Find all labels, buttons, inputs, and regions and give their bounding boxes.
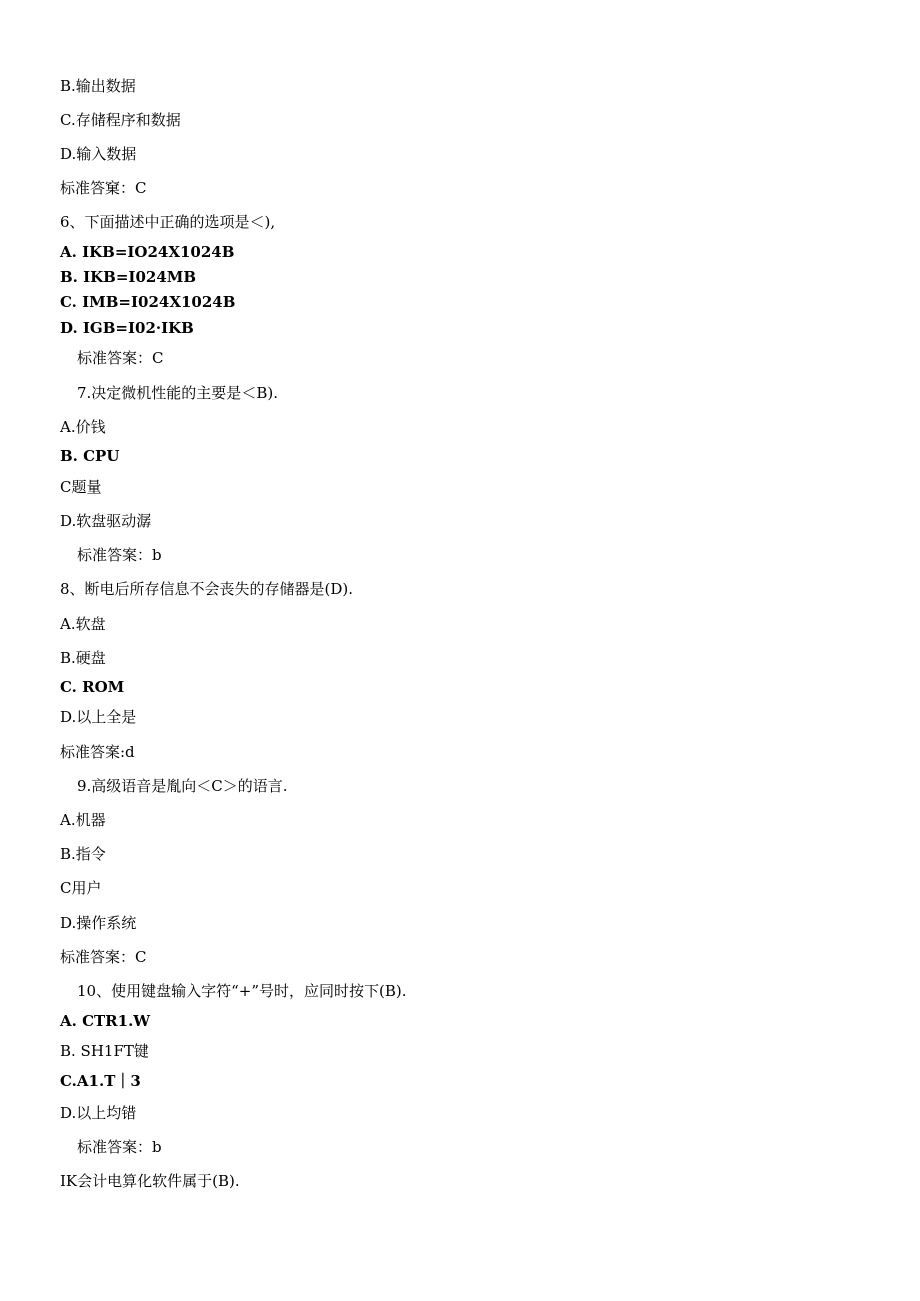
question-10-option-a: A. CTR1.W [60, 1012, 151, 1030]
question-10-option-b: B. SH1FT键 [60, 1042, 149, 1060]
question-7-option-c: C题量 [60, 478, 102, 496]
question-9-option-c: C用户 [60, 879, 102, 897]
answer-6: 标准答案：C [77, 349, 164, 367]
question-7-option-d: D.软盘驱动潺 [60, 512, 152, 530]
question-6-option-c: C. IMB=I024X1024B [60, 293, 236, 311]
question-9-option-d: D.操作系统 [60, 914, 137, 932]
question-7: 7.决定微机性能的主要是＜B). [77, 384, 278, 402]
answer-8: 标准答案:d [60, 743, 135, 761]
question-11: IK会计电算化软件属于(B). [60, 1172, 240, 1190]
question-9-option-a: A.机器 [60, 811, 106, 829]
question-6: 6、下面描述中正确的选项是＜), [60, 213, 276, 231]
answer-7: 标准答案：b [77, 546, 162, 564]
question-9: 9.高级语音是胤向＜C＞的语言. [77, 777, 288, 795]
question-8-option-d: D.以上全是 [60, 708, 137, 726]
option-b-output-data: B.输出数据 [60, 77, 136, 95]
answer-5: 标准答窠：C [60, 179, 147, 197]
question-9-option-b: B.指令 [60, 845, 106, 863]
question-10-option-c: C.A1.T｜3 [60, 1072, 141, 1090]
answer-9: 标准答案：C [60, 948, 147, 966]
question-6-option-b: B. IKB=I024MB [60, 268, 197, 286]
question-8: 8、断电后所存信息不会丧失的存储器是(D). [60, 580, 354, 598]
question-7-option-a: A.价钱 [60, 418, 106, 436]
option-d-input-data: D.输入数据 [60, 145, 137, 163]
question-7-option-b: B. CPU [60, 447, 120, 465]
question-10: 10、使用键盘输入字符“+”号时，应同时按下(B). [77, 982, 407, 1000]
question-6-option-d: D. IGB=I02·IKB [60, 319, 194, 337]
question-8-option-c: C. ROM [60, 678, 125, 696]
question-8-option-a: A.软盘 [60, 615, 106, 633]
question-6-option-a: A. IKB=IO24X1024B [60, 243, 235, 261]
question-8-option-b: B.硬盘 [60, 649, 106, 667]
answer-10: 标准答案：b [77, 1138, 162, 1156]
question-10-option-d: D.以上均错 [60, 1104, 137, 1122]
option-c-store-program-data: C.存储程序和数据 [60, 111, 181, 129]
